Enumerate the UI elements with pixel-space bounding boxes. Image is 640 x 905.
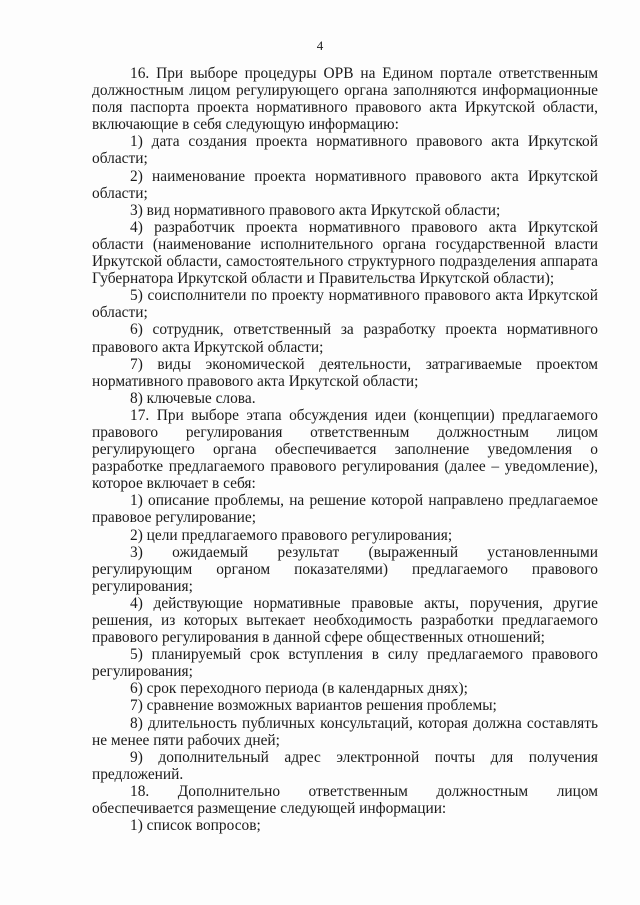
list-item: 6) срок переходного периода (в календарных днях); — [130, 680, 468, 698]
list-item: 8) ключевые слова. — [130, 389, 256, 407]
list-item: 6) сотрудник, ответственный за разработку проекта нормативного правового акта Иркутской области; — [92, 321, 598, 356]
paragraph-16-intro: 16. При выборе процедуры ОРВ на Едином портале ответственным должностным лицом регулирующего органа заполняются информационные поля паспорта проекта нормативного правового акта Иркутской области, включающие в себя следующую информацию: — [92, 65, 598, 134]
list-item: 1) список вопросов; — [130, 817, 261, 835]
list-item: 3) ожидаемый результат (выраженный установленными регулирующим органом показателями) предлагаемого правового регулирования; — [92, 543, 598, 595]
paragraph-17-intro: 17. При выборе этапа обсуждения идеи (концепции) предлагаемого правового регулирования ответственным должностным лицом регулирующего органа обеспечивается заполнение уведомления о разработке предлагаемого правового регулирования (далее – уведомление), которое включает в себя: — [92, 406, 598, 493]
list-item: 7) виды экономической деятельности, затрагиваемые проектом нормативного правового акта Иркутской области; — [92, 355, 598, 390]
list-item: 5) соисполнители по проекту нормативного правового акта Иркутской области; — [92, 287, 598, 322]
list-item: 5) планируемый срок вступления в силу предлагаемого правового регулирования; — [92, 646, 598, 681]
list-item: 4) действующие нормативные правовые акты, поручения, другие решения, из которых вытекает необходимость разработки предлагаемого правового регулирования в данной сфере общественных отношений; — [92, 594, 598, 647]
list-item: 7) сравнение возможных вариантов решения проблемы; — [130, 697, 497, 715]
list-item: 8) длительность публичных консультаций, которая должна составлять не менее пяти рабочих дней; — [92, 714, 598, 749]
list-item: 3) вид нормативного правового акта Иркутской области; — [130, 201, 501, 219]
list-item: 1) описание проблемы, на решение которой направлено предлагаемое правовое регулирование; — [92, 492, 598, 527]
list-item: 1) дата создания проекта нормативного правового акта Иркутской области; — [92, 133, 598, 168]
list-item: 9) дополнительный адрес электронной почты для получения предложений. — [92, 748, 598, 783]
list-item: 2) наименование проекта нормативного правового акта Иркутской области; — [92, 167, 598, 202]
list-item: 2) цели предлагаемого правового регулирования; — [130, 526, 453, 544]
paragraph-18-intro: 18. Дополнительно ответственным должностным лицом обеспечивается размещение следующей информации: — [92, 782, 598, 818]
list-item: 4) разработчик проекта нормативного правового акта Иркутской области (наименование исполнительного органа государственной власти Иркутской области, самостоятельного структурного подразделения аппарата Губернатора Иркутской области и Правительства Иркутской области); — [92, 218, 598, 288]
document-body — [92, 65, 598, 834]
page-number: 4 — [316, 38, 324, 53]
